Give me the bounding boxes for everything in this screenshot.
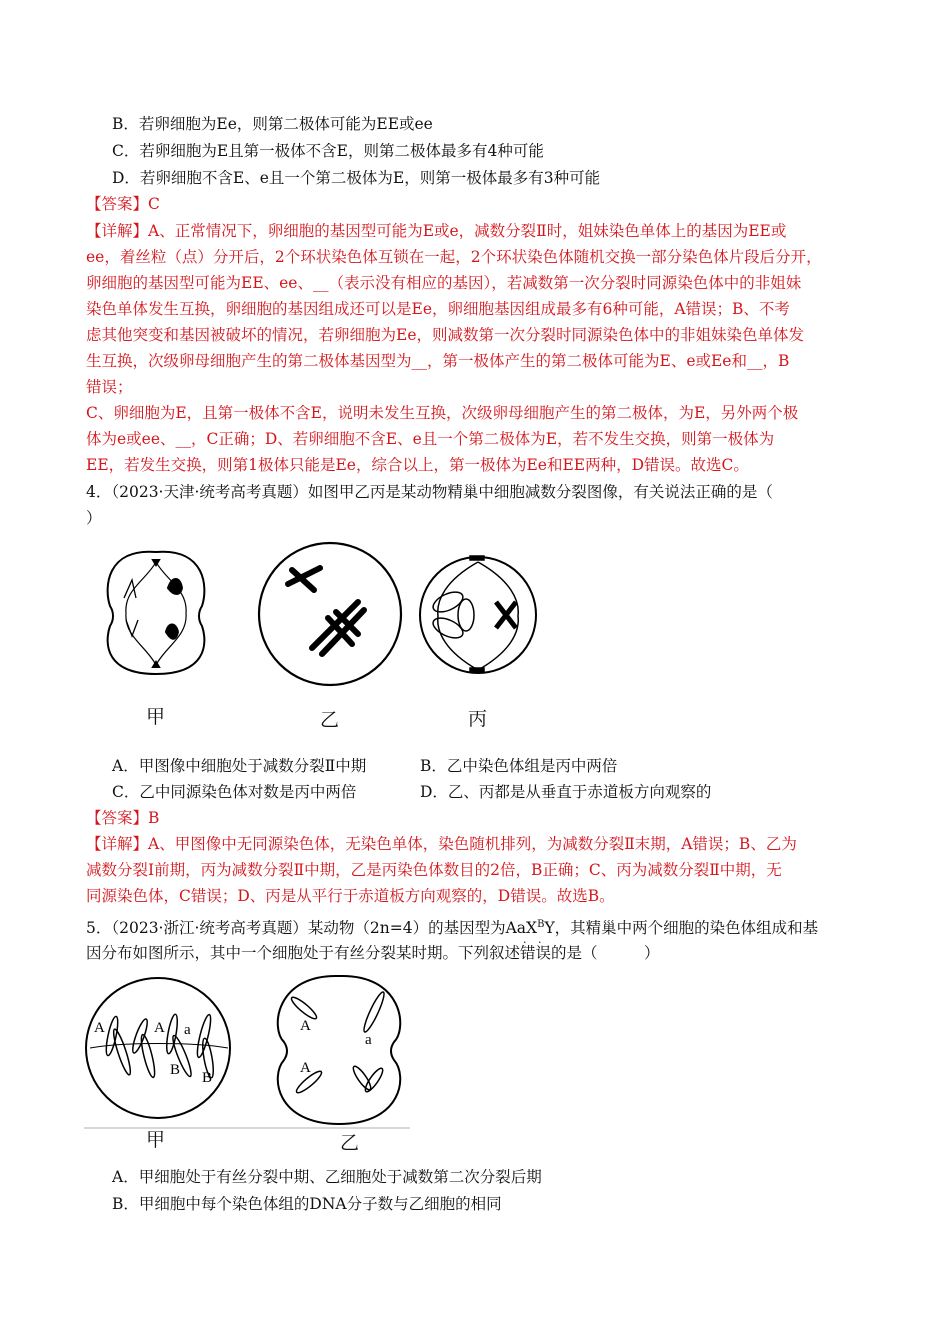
gene-label: B [170,1062,181,1078]
figure-label-jia: 甲 [146,1129,166,1151]
q5-option-a: A．甲细胞处于有丝分裂中期、乙细胞处于减数第二次分裂后期 [112,1168,542,1186]
q3-detail-line: 【详解】A、正常情况下，卵细胞的基因型可能为E或e，减数分裂Ⅱ时，姐妹染色单体上的基因为EE或 [86,222,787,240]
gene-label: A [94,1020,105,1036]
q4-detail-line: 【详解】A、甲图像中无同源染色体，无染色单体，染色随机排列，为减数分裂Ⅱ末期，A错误；B、乙为 [86,835,797,853]
q4-option-d: D．乙、丙都是从垂直于赤道板方向观察的 [420,783,712,801]
q4-stem-cont: ） [86,509,102,527]
figure-label-yi: 乙 [340,1132,360,1154]
gene-label: A [300,1060,311,1076]
q3-detail-line: 染色单体发生互换，卵细胞的基因组成还可以是Ee，卵细胞基因组成最多有6种可能，A错误；B、不考 [86,300,790,318]
q3-answer: 【答案】C [86,195,160,213]
gene-label: B [202,1070,213,1086]
q4-option-c: C．乙中同源染色体对数是丙中两倍 [112,783,357,801]
emphasis-text: 错误 · · [520,944,551,962]
cell-yi-drawing [259,543,401,685]
gene-label: a [365,1032,372,1048]
gene-label: A [154,1020,165,1036]
q3-option-d: D．若卵细胞不含E、e且一个第二极体为E，则第一极体最多有3种可能 [112,169,601,187]
q3-detail-line: 卵细胞的基因型可能为EE、ee、__（表示没有相应的基因），若减数第一次分裂时同源染色体中的非姐妹 [86,274,802,292]
cell-jia-mitosis [86,978,230,1118]
gene-labels-jia [94,1020,212,1086]
q5-option-b: B．甲细胞中每个染色体组的DNA分子数与乙细胞的相同 [112,1195,502,1213]
gene-label: A [300,1018,311,1034]
q5-stem-cont: 因分布如图所示，其中一个细胞处于有丝分裂某时期。下列叙述错误 · ·的是（ ） [86,941,660,965]
q3-detail-line: C、卵细胞为E，且第一极体不含E，说明未发生互换，次级卵母细胞产生的第二极体，为E，另外两个极 [86,404,799,422]
q4-detail-line: 同源染色体，C错误；D、丙是从平行于赤道板方向观察的，D错误。故选B。 [86,887,615,905]
q4-figure-cells [96,540,546,690]
q3-detail-line: 生互换，次级卵母细胞产生的第二极体基因型为__，第一极体产生的第二极体可能为E、e或Ee和__，B [86,352,790,370]
q3-detail-line: 体为e或ee、__，C正确；D、若卵细胞不含E、e且一个第二极体为E，若不发生交换，则第一极体为 [86,430,775,448]
cell-bing-drawing [420,556,536,673]
cell-yi-meiosis [278,976,400,1124]
q3-detail-line: 虑其他突变和基因被破坏的情况，若卵细胞为Ee，则减数第一次分裂时同源染色体中的非姐妹染色单体发 [86,326,804,344]
q4-detail-line: 减数分裂Ⅰ前期，丙为减数分裂Ⅱ中期，乙是丙染色体数目的2倍，B正确；C、丙为减数分裂Ⅱ中期，无 [86,861,782,879]
gene-label: a [184,1022,191,1038]
q3-detail-line: ee，着丝粒（点）分开后，2个环状染色体互锁在一起，2个环状染色体随机交换一部分染色体片段后分开， [86,248,822,266]
q3-option-b: B．若卵细胞为Ee，则第二极体可能为EE或ee [112,115,433,133]
figure-label-jia: 甲 [146,706,166,728]
q5-stem: 5．（2023·浙江·统考高考真题）某动物（2n=4）的基因型为AaX$^B$Y，其精巢中两个细胞的染色体组成和基 [86,919,819,938]
figure-label-yi: 乙 [320,709,340,731]
figure-label-bing: 丙 [468,708,488,730]
superscript-b: B [537,919,545,930]
q5-figure-cells [84,972,414,1132]
q4-stem: 4．（2023·天津·统考高考真题）如图甲乙丙是某动物精巢中细胞减数分裂图像，有关说法正确的是（ [86,483,773,501]
cell-jia-drawing [108,552,205,674]
gene-labels-yi [300,1018,372,1076]
q3-detail-line: EE，若发生交换，则第1极体只能是Ee，综合以上，第一极体为Ee和EE两种，D错误。故选C。 [86,456,749,474]
q4-option-a: A．甲图像中细胞处于减数分裂Ⅱ中期 [112,757,367,775]
q3-option-c: C．若卵细胞为E且第一极体不含E，则第二极体最多有4种可能 [112,142,544,160]
q4-answer: 【答案】B [86,809,160,827]
q4-option-b: B．乙中染色体组是丙中两倍 [420,757,618,775]
q3-detail-line: 错误； [86,378,133,396]
